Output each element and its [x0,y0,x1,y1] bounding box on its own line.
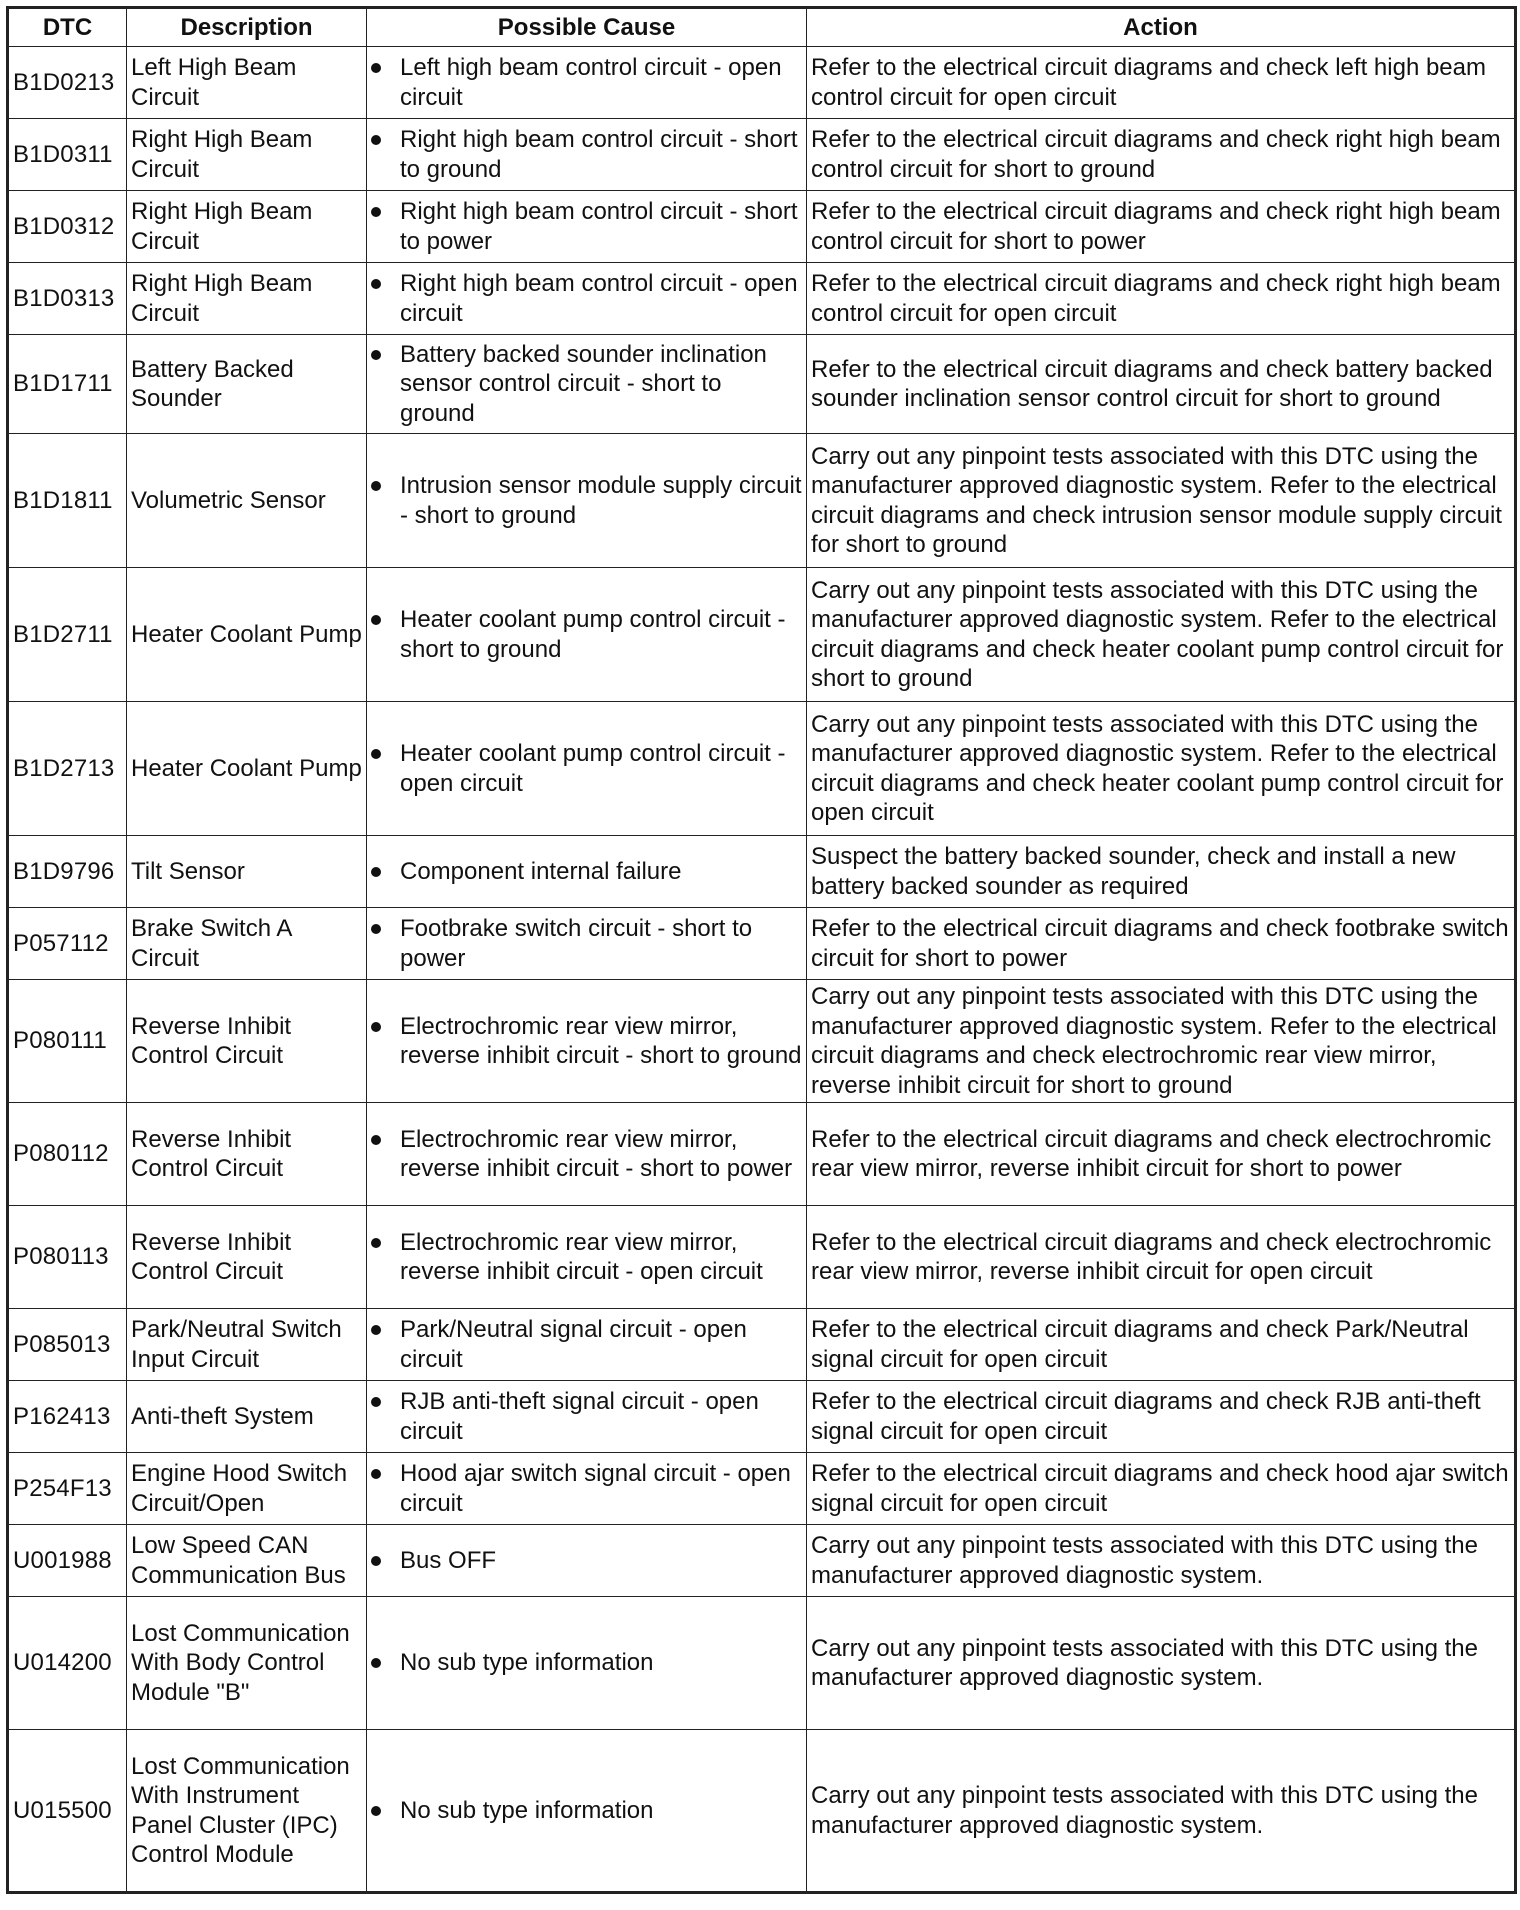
action-text: Suspect the battery backed sounder, check and install a new battery backed sounder as required [807,836,1516,908]
table-row [8,47,1516,119]
dtc-code: B1D1711 [8,335,127,434]
dtc-code: U015500 [8,1730,127,1893]
dtc-code: P080113 [8,1206,127,1309]
possible-cause-cell [367,908,807,980]
possible-cause-item [371,1315,802,1374]
bullet-icon [371,135,381,145]
possible-cause-text: No sub type information [400,1649,654,1677]
bullet-icon [371,63,381,73]
possible-cause-text: Park/Neutral signal circuit - open circuit [400,1316,747,1373]
bullet-icon [371,1325,381,1335]
action-text: Carry out any pinpoint tests associated with this DTC using the manufacturer approved diagnostic system. [807,1730,1516,1893]
dtc-code: B1D0312 [8,191,127,263]
action-text: Refer to the electrical circuit diagrams and check battery backed sounder inclination sensor control circuit for short to ground [807,335,1516,434]
action-text: Refer to the electrical circuit diagrams and check right high beam control circuit for short to ground [807,119,1516,191]
possible-cause-cell [367,1309,807,1381]
action-text: Refer to the electrical circuit diagrams and check right high beam control circuit for short to power [807,191,1516,263]
possible-cause-item [371,1387,802,1446]
action-text: Refer to the electrical circuit diagrams and check left high beam control circuit for open circuit [807,47,1516,119]
possible-cause-item [371,53,802,112]
possible-cause-text: Component internal failure [400,857,682,885]
dtc-description: Reverse Inhibit Control Circuit [127,980,367,1103]
dtc-description: Lost Communication With Instrument Panel Cluster (IPC) Control Module [127,1730,367,1893]
header-dtc: DTC [8,8,127,47]
possible-cause-text: Intrusion sensor module supply circuit - short to ground [400,472,802,529]
dtc-description: Heater Coolant Pump [127,702,367,836]
dtc-code: P057112 [8,908,127,980]
possible-cause-cell [367,1206,807,1309]
table-row [8,1453,1516,1525]
table-row [8,1730,1516,1893]
action-text: Carry out any pinpoint tests associated with this DTC using the manufacturer approved diagnostic system. [807,1525,1516,1597]
possible-cause-cell [367,836,807,908]
dtc-description: Volumetric Sensor [127,434,367,568]
possible-cause-item [371,1228,802,1287]
possible-cause-text: Right high beam control circuit - short to ground [400,126,798,183]
possible-cause-cell [367,1597,807,1730]
possible-cause-text: Electrochromic rear view mirror, reverse inhibit circuit - short to ground [400,1012,802,1069]
header-action: Action [807,8,1516,47]
possible-cause-item [371,269,802,328]
dtc-table [6,6,1517,1894]
possible-cause-item [371,197,802,256]
table-row [8,335,1516,434]
possible-cause-cell [367,1730,807,1893]
dtc-code: B1D2711 [8,568,127,702]
possible-cause-text: Bus OFF [400,1546,497,1574]
dtc-description: Park/Neutral Switch Input Circuit [127,1309,367,1381]
table-row [8,1103,1516,1206]
possible-cause-text: RJB anti-theft signal circuit - open circuit [400,1388,759,1445]
dtc-code: B1D0311 [8,119,127,191]
dtc-description: Tilt Sensor [127,836,367,908]
action-text: Carry out any pinpoint tests associated with this DTC using the manufacturer approved diagnostic system. Refer to the electrical circuit diagrams and check electrochromic rear view mirror, reverse inhibit circuit for short to ground [807,980,1516,1103]
possible-cause-item [371,605,802,664]
action-text: Carry out any pinpoint tests associated with this DTC using the manufacturer approved diagnostic system. Refer to the electrical circuit diagrams and check heater coolant pump control circuit for open circuit [807,702,1516,836]
dtc-code: U014200 [8,1597,127,1730]
bullet-icon [371,1238,381,1248]
table-row [8,908,1516,980]
action-text: Refer to the electrical circuit diagrams and check right high beam control circuit for open circuit [807,263,1516,335]
possible-cause-cell [367,119,807,191]
table-row [8,568,1516,702]
bullet-icon [371,1469,381,1479]
table-row [8,1381,1516,1453]
dtc-description: Left High Beam Circuit [127,47,367,119]
header-possible-cause: Possible Cause [367,8,807,47]
dtc-document [6,6,1514,1894]
possible-cause-cell [367,434,807,568]
possible-cause-cell [367,1381,807,1453]
table-row [8,1525,1516,1597]
dtc-description: Anti-theft System [127,1381,367,1453]
action-text: Refer to the electrical circuit diagrams and check electrochromic rear view mirror, reverse inhibit circuit for short to power [807,1103,1516,1206]
possible-cause-cell [367,191,807,263]
bullet-icon [371,924,381,934]
dtc-description: Lost Communication With Body Control Module "B" [127,1597,367,1730]
dtc-code: B1D2713 [8,702,127,836]
action-text: Refer to the electrical circuit diagrams and check electrochromic rear view mirror, reverse inhibit circuit for open circuit [807,1206,1516,1309]
action-text: Carry out any pinpoint tests associated with this DTC using the manufacturer approved diagnostic system. Refer to the electrical circuit diagrams and check heater coolant pump control circuit for short to ground [807,568,1516,702]
action-text: Carry out any pinpoint tests associated with this DTC using the manufacturer approved diagnostic system. [807,1597,1516,1730]
possible-cause-text: Electrochromic rear view mirror, reverse inhibit circuit - short to power [400,1125,793,1182]
dtc-code: U001988 [8,1525,127,1597]
possible-cause-item [371,471,802,530]
bullet-icon [371,207,381,217]
dtc-code: P162413 [8,1381,127,1453]
possible-cause-text: No sub type information [400,1796,654,1824]
dtc-code: B1D0213 [8,47,127,119]
table-row [8,1309,1516,1381]
dtc-code: P080112 [8,1103,127,1206]
possible-cause-text: Right high beam control circuit - short to power [400,198,798,255]
dtc-code: B1D0313 [8,263,127,335]
dtc-description: Heater Coolant Pump [127,568,367,702]
dtc-code: P080111 [8,980,127,1103]
possible-cause-item [371,1012,802,1071]
dtc-description: Brake Switch A Circuit [127,908,367,980]
possible-cause-item [371,914,802,973]
table-row [8,1206,1516,1309]
possible-cause-text: Electrochromic rear view mirror, reverse inhibit circuit - open circuit [400,1228,763,1285]
possible-cause-item [371,340,802,429]
bullet-icon [371,867,381,877]
possible-cause-cell [367,1453,807,1525]
dtc-description: Low Speed CAN Communication Bus [127,1525,367,1597]
possible-cause-cell [367,1525,807,1597]
action-text: Refer to the electrical circuit diagrams and check footbrake switch circuit for short to power [807,908,1516,980]
dtc-description: Reverse Inhibit Control Circuit [127,1103,367,1206]
table-row [8,702,1516,836]
possible-cause-cell [367,980,807,1103]
action-text: Refer to the electrical circuit diagrams and check RJB anti-theft signal circuit for open circuit [807,1381,1516,1453]
dtc-description: Engine Hood Switch Circuit/Open [127,1453,367,1525]
action-text: Carry out any pinpoint tests associated with this DTC using the manufacturer approved diagnostic system. Refer to the electrical circuit diagrams and check intrusion sensor module supply circuit for short to ground [807,434,1516,568]
dtc-code: P085013 [8,1309,127,1381]
possible-cause-cell [367,1103,807,1206]
bullet-icon [371,1806,381,1816]
possible-cause-text: Hood ajar switch signal circuit - open circuit [400,1460,791,1517]
bullet-icon [371,749,381,759]
table-row [8,980,1516,1103]
possible-cause-cell [367,335,807,434]
possible-cause-item [371,1459,802,1518]
action-text: Refer to the electrical circuit diagrams and check hood ajar switch signal circuit for open circuit [807,1453,1516,1525]
dtc-description: Battery Backed Sounder [127,335,367,434]
possible-cause-cell [367,263,807,335]
dtc-code: B1D9796 [8,836,127,908]
dtc-code: P254F13 [8,1453,127,1525]
dtc-description: Right High Beam Circuit [127,263,367,335]
possible-cause-item [371,1125,802,1184]
table-row [8,434,1516,568]
dtc-code: B1D1811 [8,434,127,568]
bullet-icon [371,615,381,625]
possible-cause-item [371,125,802,184]
possible-cause-item [371,1796,802,1826]
action-text: Refer to the electrical circuit diagrams and check Park/Neutral signal circuit for open circuit [807,1309,1516,1381]
table-row [8,1597,1516,1730]
bullet-icon [371,350,381,360]
dtc-description: Right High Beam Circuit [127,191,367,263]
header-description: Description [127,8,367,47]
dtc-description: Right High Beam Circuit [127,119,367,191]
possible-cause-item [371,1648,802,1678]
bullet-icon [371,279,381,289]
possible-cause-text: Heater coolant pump control circuit - open circuit [400,740,786,797]
bullet-icon [371,1658,381,1668]
possible-cause-item [371,739,802,798]
bullet-icon [371,1135,381,1145]
bullet-icon [371,1022,381,1032]
dtc-description: Reverse Inhibit Control Circuit [127,1206,367,1309]
possible-cause-text: Left high beam control circuit - open circuit [400,54,782,111]
possible-cause-text: Battery backed sounder inclination sensor control circuit - short to ground [400,340,767,427]
possible-cause-cell [367,702,807,836]
table-row [8,263,1516,335]
dtc-table-body [8,47,1516,1893]
table-row [8,191,1516,263]
possible-cause-item [371,1546,802,1576]
possible-cause-text: Heater coolant pump control circuit - short to ground [400,606,786,663]
possible-cause-cell [367,47,807,119]
bullet-icon [371,1397,381,1407]
header-row [8,8,1516,47]
possible-cause-cell [367,568,807,702]
table-row [8,119,1516,191]
possible-cause-text: Footbrake switch circuit - short to power [400,915,753,972]
possible-cause-item [371,857,802,887]
possible-cause-text: Right high beam control circuit - open circuit [400,270,798,327]
bullet-icon [371,481,381,491]
bullet-icon [371,1556,381,1566]
table-row [8,836,1516,908]
